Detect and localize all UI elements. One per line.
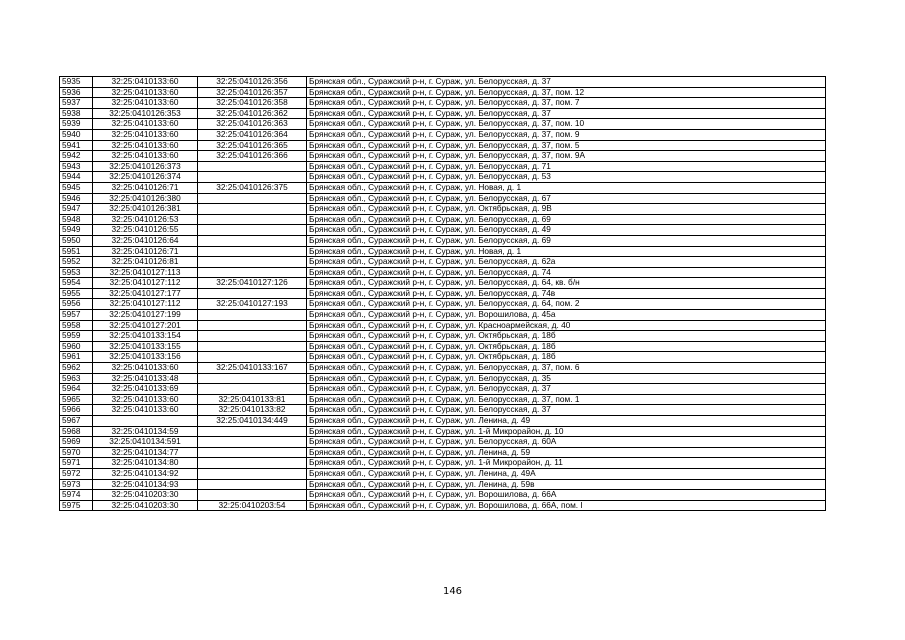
- address-cell: Брянская обл., Суражский р-н, г. Сураж, ул. Белорусская, д. 37: [307, 108, 826, 119]
- table-row: [60, 98, 826, 109]
- parcel-number-cell: 32:25:0410133:155: [93, 341, 198, 352]
- parcel-number-cell: 32:25:0410127:201: [93, 320, 198, 331]
- table-row: [60, 416, 826, 427]
- table-row: [60, 384, 826, 395]
- table-row: [60, 490, 826, 501]
- object-number-cell: [198, 468, 307, 479]
- object-number-cell: [198, 257, 307, 268]
- parcel-number-cell: 32:25:0410133:60: [93, 394, 198, 405]
- row-number-cell: 5949: [60, 225, 93, 236]
- object-number-cell: 32:25:0410127:126: [198, 278, 307, 289]
- object-number-cell: [198, 214, 307, 225]
- table-row: [60, 341, 826, 352]
- table-row: [60, 151, 826, 162]
- parcel-number-cell: 32:25:0410134:92: [93, 468, 198, 479]
- object-number-cell: [198, 479, 307, 490]
- row-number-cell: 5963: [60, 373, 93, 384]
- parcel-number-cell: 32:25:0410126:381: [93, 204, 198, 215]
- row-number-cell: 5954: [60, 278, 93, 289]
- object-number-cell: [198, 246, 307, 257]
- address-cell: Брянская обл., Суражский р-н, г. Сураж, ул. Белорусская, д. 37, пом. 5: [307, 140, 826, 151]
- row-number-cell: 5943: [60, 161, 93, 172]
- parcel-number-cell: 32:25:0410133:60: [93, 87, 198, 98]
- row-number-cell: 5948: [60, 214, 93, 225]
- parcel-number-cell: 32:25:0410126:374: [93, 172, 198, 183]
- object-number-cell: [198, 204, 307, 215]
- object-number-cell: [198, 437, 307, 448]
- address-cell: Брянская обл., Суражский р-н, г. Сураж, ул. Белорусская, д. 62а: [307, 257, 826, 268]
- row-number-cell: 5940: [60, 129, 93, 140]
- table-row: [60, 394, 826, 405]
- object-number-cell: 32:25:0410126:362: [198, 108, 307, 119]
- object-number-cell: [198, 490, 307, 501]
- parcel-number-cell: 32:25:0410134:591: [93, 437, 198, 448]
- parcel-number-cell: 32:25:0410127:112: [93, 278, 198, 289]
- table-row: [60, 468, 826, 479]
- object-number-cell: 32:25:0410126:364: [198, 129, 307, 140]
- row-number-cell: 5965: [60, 394, 93, 405]
- parcel-number-cell: 32:25:0410134:59: [93, 426, 198, 437]
- cadastral-table: [59, 76, 826, 511]
- address-cell: Брянская обл., Суражский р-н, г. Сураж, ул. Ворошилова, д. 66А, пом. I: [307, 500, 826, 511]
- table-row: [60, 299, 826, 310]
- parcel-number-cell: 32:25:0410133:48: [93, 373, 198, 384]
- row-number-cell: 5937: [60, 98, 93, 109]
- address-cell: Брянская обл., Суражский р-н, г. Сураж, ул. 1-й Микрорайон, д. 10: [307, 426, 826, 437]
- row-number-cell: 5968: [60, 426, 93, 437]
- row-number-cell: 5953: [60, 267, 93, 278]
- table-row: [60, 214, 826, 225]
- parcel-number-cell: 32:25:0410126:373: [93, 161, 198, 172]
- address-cell: Брянская обл., Суражский р-н, г. Сураж, ул. Белорусская, д. 53: [307, 172, 826, 183]
- parcel-number-cell: 32:25:0410127:177: [93, 288, 198, 299]
- table-row: [60, 193, 826, 204]
- address-cell: Брянская обл., Суражский р-н, г. Сураж, ул. Октябрьская, д. 18б: [307, 352, 826, 363]
- address-cell: Брянская обл., Суражский р-н, г. Сураж, ул. Красноармейская, д. 40: [307, 320, 826, 331]
- row-number-cell: 5959: [60, 331, 93, 342]
- table-row: [60, 161, 826, 172]
- table-row: [60, 87, 826, 98]
- parcel-number-cell: 32:25:0410133:60: [93, 151, 198, 162]
- parcel-number-cell: 32:25:0410133:156: [93, 352, 198, 363]
- address-cell: Брянская обл., Суражский р-н, г. Сураж, ул. Новая, д. 1: [307, 182, 826, 193]
- address-cell: Брянская обл., Суражский р-н, г. Сураж, ул. Ворошилова, д. 66А: [307, 490, 826, 501]
- row-number-cell: 5939: [60, 119, 93, 130]
- table-row: [60, 172, 826, 183]
- parcel-number-cell: 32:25:0410133:60: [93, 77, 198, 88]
- row-number-cell: 5960: [60, 341, 93, 352]
- object-number-cell: [198, 320, 307, 331]
- address-cell: Брянская обл., Суражский р-н, г. Сураж, ул. Октябрьская, д. 9В: [307, 204, 826, 215]
- table-row: [60, 257, 826, 268]
- row-number-cell: 5967: [60, 416, 93, 427]
- address-cell: Брянская обл., Суражский р-н, г. Сураж, ул. Белорусская, д. 37, пом. 12: [307, 87, 826, 98]
- table-row: [60, 320, 826, 331]
- object-number-cell: 32:25:0410133:81: [198, 394, 307, 405]
- address-cell: Брянская обл., Суражский р-н, г. Сураж, ул. Белорусская, д. 37, пом. 10: [307, 119, 826, 130]
- address-cell: Брянская обл., Суражский р-н, г. Сураж, ул. Октябрьская, д. 18б: [307, 331, 826, 342]
- parcel-number-cell: 32:25:0410126:64: [93, 235, 198, 246]
- address-cell: Брянская обл., Суражский р-н, г. Сураж, ул. Белорусская, д. 37: [307, 384, 826, 395]
- parcel-number-cell: 32:25:0410133:60: [93, 140, 198, 151]
- parcel-number-cell: 32:25:0410127:199: [93, 310, 198, 321]
- table-row: [60, 288, 826, 299]
- object-number-cell: 32:25:0410126:366: [198, 151, 307, 162]
- parcel-number-cell: 32:25:0410133:60: [93, 98, 198, 109]
- row-number-cell: 5975: [60, 500, 93, 511]
- parcel-number-cell: 32:25:0410126:71: [93, 246, 198, 257]
- parcel-number-cell: 32:25:0410133:60: [93, 119, 198, 130]
- parcel-number-cell: 32:25:0410127:113: [93, 267, 198, 278]
- parcel-number-cell: 32:25:0410133:154: [93, 331, 198, 342]
- row-number-cell: 5944: [60, 172, 93, 183]
- page-number: 146: [442, 586, 463, 597]
- row-number-cell: 5950: [60, 235, 93, 246]
- address-cell: Брянская обл., Суражский р-н, г. Сураж, ул. Белорусская, д. 49: [307, 225, 826, 236]
- address-cell: Брянская обл., Суражский р-н, г. Сураж, ул. Белорусская, д. 37, пом. 6: [307, 363, 826, 374]
- parcel-number-cell: 32:25:0410126:53: [93, 214, 198, 225]
- object-number-cell: [198, 193, 307, 204]
- parcel-number-cell: 32:25:0410126:71: [93, 182, 198, 193]
- row-number-cell: 5970: [60, 447, 93, 458]
- address-cell: Брянская обл., Суражский р-н, г. Сураж, ул. Белорусская, д. 37, пом. 1: [307, 394, 826, 405]
- object-number-cell: [198, 288, 307, 299]
- table-row: [60, 458, 826, 469]
- object-number-cell: 32:25:0410133:167: [198, 363, 307, 374]
- parcel-number-cell: 32:25:0410127:112: [93, 299, 198, 310]
- object-number-cell: 32:25:0410126:358: [198, 98, 307, 109]
- row-number-cell: 5952: [60, 257, 93, 268]
- parcel-number-cell: 32:25:0410134:77: [93, 447, 198, 458]
- row-number-cell: 5957: [60, 310, 93, 321]
- row-number-cell: 5941: [60, 140, 93, 151]
- object-number-cell: 32:25:0410126:375: [198, 182, 307, 193]
- parcel-number-cell: [93, 416, 198, 427]
- object-number-cell: 32:25:0410126:356: [198, 77, 307, 88]
- address-cell: Брянская обл., Суражский р-н, г. Сураж, ул. Ленина, д. 59: [307, 447, 826, 458]
- table-row: [60, 331, 826, 342]
- object-number-cell: 32:25:0410126:365: [198, 140, 307, 151]
- row-number-cell: 5935: [60, 77, 93, 88]
- row-number-cell: 5951: [60, 246, 93, 257]
- object-number-cell: 32:25:0410134:449: [198, 416, 307, 427]
- row-number-cell: 5938: [60, 108, 93, 119]
- row-number-cell: 5974: [60, 490, 93, 501]
- address-cell: Брянская обл., Суражский р-н, г. Сураж, ул. Новая, д. 1: [307, 246, 826, 257]
- table-row: [60, 310, 826, 321]
- address-cell: Брянская обл., Суражский р-н, г. Сураж, ул. Белорусская, д. 64, кв. б/н: [307, 278, 826, 289]
- table-row: [60, 405, 826, 416]
- address-cell: Брянская обл., Суражский р-н, г. Сураж, ул. Ворошилова, д. 45а: [307, 310, 826, 321]
- table-row: [60, 447, 826, 458]
- row-number-cell: 5964: [60, 384, 93, 395]
- object-number-cell: [198, 447, 307, 458]
- address-cell: Брянская обл., Суражский р-н, г. Сураж, ул. Белорусская, д. 37, пом. 9: [307, 129, 826, 140]
- address-cell: Брянская обл., Суражский р-н, г. Сураж, ул. Белорусская, д. 37, пом. 9А: [307, 151, 826, 162]
- row-number-cell: 5971: [60, 458, 93, 469]
- table-body: [60, 77, 826, 511]
- address-cell: Брянская обл., Суражский р-н, г. Сураж, ул. Октябрьская, д. 18б: [307, 341, 826, 352]
- object-number-cell: [198, 426, 307, 437]
- object-number-cell: 32:25:0410203:54: [198, 500, 307, 511]
- address-cell: Брянская обл., Суражский р-н, г. Сураж, ул. Белорусская, д. 71: [307, 161, 826, 172]
- table-row: [60, 479, 826, 490]
- object-number-cell: [198, 267, 307, 278]
- table-row: [60, 108, 826, 119]
- table-row: [60, 363, 826, 374]
- table-row: [60, 437, 826, 448]
- address-cell: Брянская обл., Суражский р-н, г. Сураж, ул. Белорусская, д. 37, пом. 7: [307, 98, 826, 109]
- parcel-number-cell: 32:25:0410133:69: [93, 384, 198, 395]
- parcel-number-cell: 32:25:0410126:81: [93, 257, 198, 268]
- address-cell: Брянская обл., Суражский р-н, г. Сураж, ул. Белорусская, д. 35: [307, 373, 826, 384]
- parcel-number-cell: 32:25:0410126:55: [93, 225, 198, 236]
- object-number-cell: [198, 384, 307, 395]
- table-row: [60, 246, 826, 257]
- address-cell: Брянская обл., Суражский р-н, г. Сураж, ул. Белорусская, д. 69: [307, 214, 826, 225]
- object-number-cell: [198, 172, 307, 183]
- address-cell: Брянская обл., Суражский р-н, г. Сураж, ул. Ленина, д. 49А: [307, 468, 826, 479]
- object-number-cell: [198, 352, 307, 363]
- address-cell: Брянская обл., Суражский р-н, г. Сураж, ул. Ленина, д. 49: [307, 416, 826, 427]
- row-number-cell: 5972: [60, 468, 93, 479]
- row-number-cell: 5946: [60, 193, 93, 204]
- table-row: [60, 278, 826, 289]
- parcel-number-cell: 32:25:0410134:93: [93, 479, 198, 490]
- row-number-cell: 5958: [60, 320, 93, 331]
- address-cell: Брянская обл., Суражский р-н, г. Сураж, ул. Белорусская, д. 37: [307, 77, 826, 88]
- table-row: [60, 235, 826, 246]
- object-number-cell: 32:25:0410127:193: [198, 299, 307, 310]
- parcel-number-cell: 32:25:0410203:30: [93, 500, 198, 511]
- object-number-cell: 32:25:0410126:357: [198, 87, 307, 98]
- parcel-number-cell: 32:25:0410126:380: [93, 193, 198, 204]
- object-number-cell: [198, 341, 307, 352]
- table-row: [60, 129, 826, 140]
- object-number-cell: [198, 235, 307, 246]
- object-number-cell: [198, 161, 307, 172]
- parcel-number-cell: 32:25:0410133:60: [93, 363, 198, 374]
- row-number-cell: 5955: [60, 288, 93, 299]
- table-row: [60, 267, 826, 278]
- parcel-number-cell: 32:25:0410203:30: [93, 490, 198, 501]
- row-number-cell: 5942: [60, 151, 93, 162]
- address-cell: Брянская обл., Суражский р-н, г. Сураж, ул. Белорусская, д. 37: [307, 405, 826, 416]
- address-cell: Брянская обл., Суражский р-н, г. Сураж, ул. Белорусская, д. 60А: [307, 437, 826, 448]
- row-number-cell: 5973: [60, 479, 93, 490]
- object-number-cell: 32:25:0410126:363: [198, 119, 307, 130]
- table-row: [60, 426, 826, 437]
- table-row: [60, 500, 826, 511]
- table-row: [60, 140, 826, 151]
- address-cell: Брянская обл., Суражский р-н, г. Сураж, ул. Белорусская, д. 74: [307, 267, 826, 278]
- object-number-cell: [198, 458, 307, 469]
- parcel-number-cell: 32:25:0410126:353: [93, 108, 198, 119]
- row-number-cell: 5956: [60, 299, 93, 310]
- row-number-cell: 5962: [60, 363, 93, 374]
- parcel-number-cell: 32:25:0410133:60: [93, 405, 198, 416]
- table-row: [60, 182, 826, 193]
- address-cell: Брянская обл., Суражский р-н, г. Сураж, ул. 1-й Микрорайон, д. 11: [307, 458, 826, 469]
- address-cell: Брянская обл., Суражский р-н, г. Сураж, ул. Белорусская, д. 74в: [307, 288, 826, 299]
- table-row: [60, 373, 826, 384]
- object-number-cell: 32:25:0410133:82: [198, 405, 307, 416]
- object-number-cell: [198, 310, 307, 321]
- object-number-cell: [198, 373, 307, 384]
- table-row: [60, 225, 826, 236]
- row-number-cell: 5961: [60, 352, 93, 363]
- object-number-cell: [198, 225, 307, 236]
- table-row: [60, 204, 826, 215]
- object-number-cell: [198, 331, 307, 342]
- row-number-cell: 5947: [60, 204, 93, 215]
- table-row: [60, 352, 826, 363]
- row-number-cell: 5936: [60, 87, 93, 98]
- address-cell: Брянская обл., Суражский р-н, г. Сураж, ул. Белорусская, д. 69: [307, 235, 826, 246]
- row-number-cell: 5945: [60, 182, 93, 193]
- parcel-number-cell: 32:25:0410133:60: [93, 129, 198, 140]
- table-row: [60, 77, 826, 88]
- address-cell: Брянская обл., Суражский р-н, г. Сураж, ул. Белорусская, д. 64, пом. 2: [307, 299, 826, 310]
- row-number-cell: 5969: [60, 437, 93, 448]
- address-cell: Брянская обл., Суражский р-н, г. Сураж, ул. Белорусская, д. 67: [307, 193, 826, 204]
- row-number-cell: 5966: [60, 405, 93, 416]
- parcel-number-cell: 32:25:0410134:80: [93, 458, 198, 469]
- address-cell: Брянская обл., Суражский р-н, г. Сураж, ул. Ленина, д. 59в: [307, 479, 826, 490]
- table-row: [60, 119, 826, 130]
